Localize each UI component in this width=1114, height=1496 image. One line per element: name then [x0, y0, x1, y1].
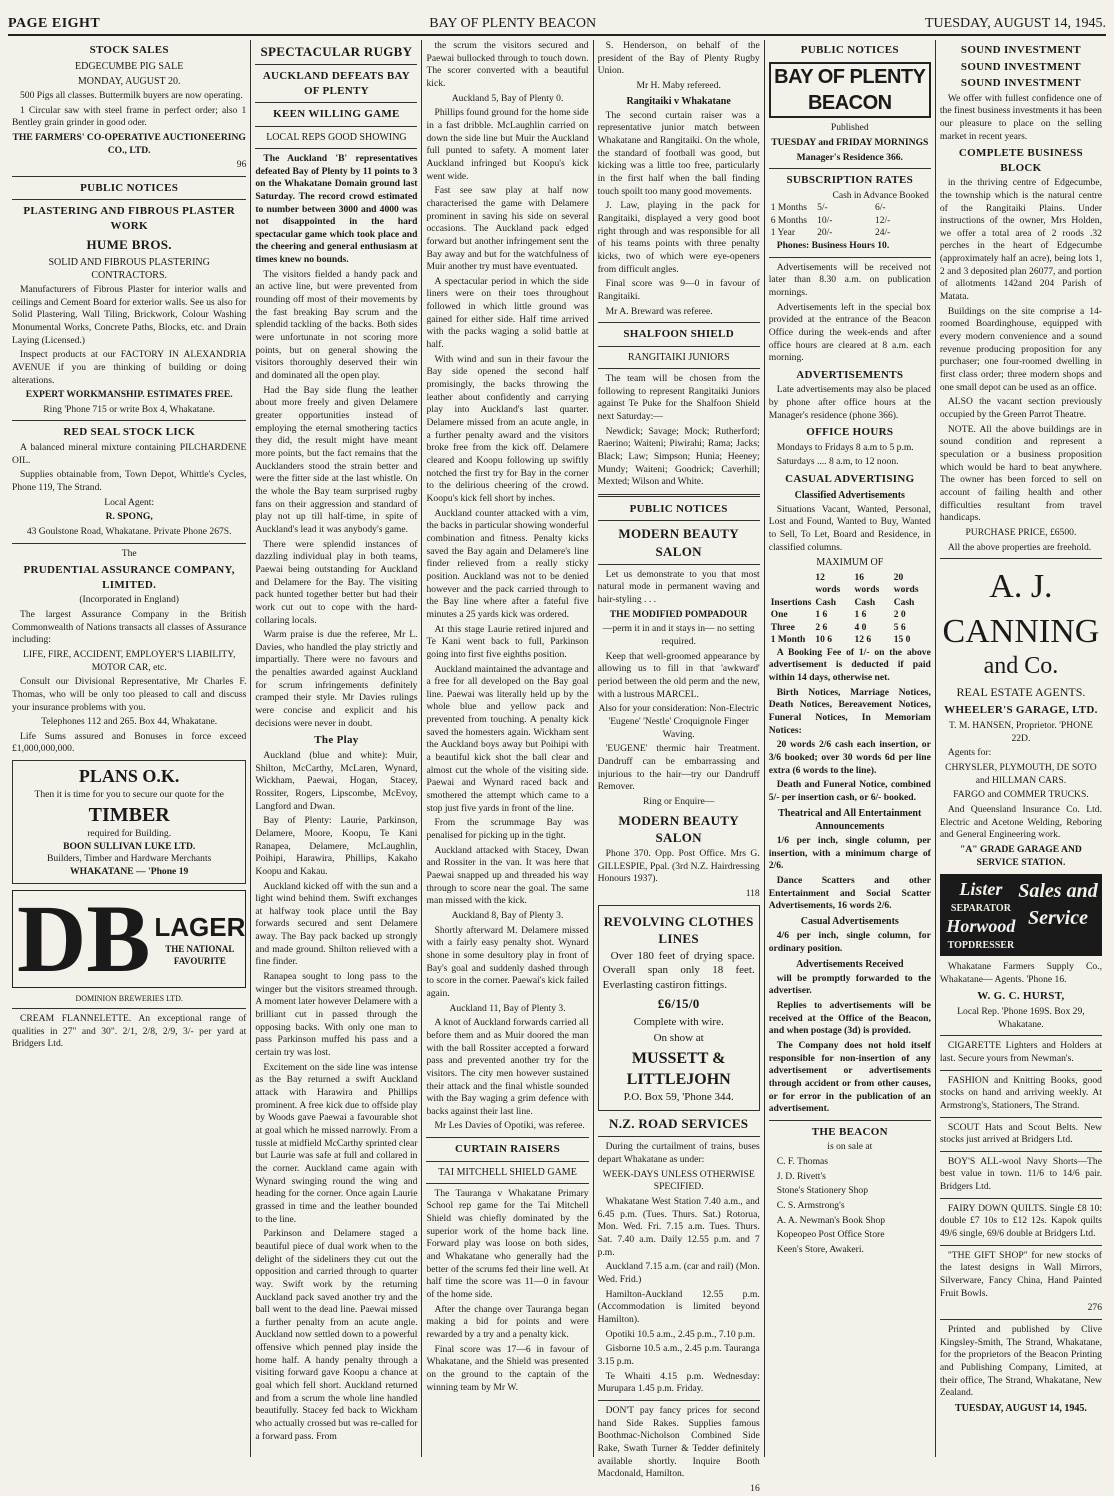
table-header — [769, 572, 814, 597]
article-paragraph: With wind and sun in their favour the Bay side opened the second half promisingly, the backs throwing the leather about confidently and carrying play into Auckland's last quarter. Delamere missed from an acute angle, in a further penalty award and the visitors broke free from the kick off. Delamere cleared and Koopu following up swiftly notched the first try for Bay in the corner to the delirious cheering of the crowd. Koopu's kick fell short by inches. — [426, 353, 589, 504]
table-row — [769, 215, 931, 228]
clothes-line-text: On show at — [653, 1032, 704, 1045]
garage-text: FARGO and COMMER TRUCKS. — [953, 789, 1089, 801]
rugby-subhead: KEEN WILLING GAME — [273, 108, 400, 121]
prudential-text: LIFE, FIRE, ACCIDENT, EMPLOYER'S LIABILITY, MOTOR CAR, etc. — [22, 648, 236, 673]
divider — [426, 1137, 588, 1138]
received-heading: Advertisements Received — [796, 958, 904, 970]
classified-rates-table — [769, 572, 931, 647]
column-3 — [421, 40, 592, 1457]
article-paragraph: Warm praise is due the referee, Mr L. Davies, who handled the play strictly and impartially. There were no favours and the penalties awarded against Auckland for scrum infringements definitely cramped their style. Mr Davies rulings were concise and explicit and his decisions were never in doubt. — [255, 629, 418, 729]
article-paragraph: Bay of Plenty: Laurie, Parkinson, Delamere, Moore, Koopu, Te Kani Ranapea, Delamere, McLaughlin, Poihipi, Harawira, Phillips, Kakaho Koopu and Kakau. — [255, 815, 418, 877]
ad-number: 96 — [236, 159, 247, 171]
beauty-salon-heading: MODERN BEAUTY SALON — [618, 812, 739, 845]
salon-text: Let us demonstrate to you that most natural mode in permanent waving and hair-styling . . . — [597, 568, 760, 606]
article-paragraph: Phillips found ground for the home side in a fast dribble. McLaughlin carried on down the side line but Muir the Auckland full punted to safety. A moment later Auckland infringed but Koopu's kick went wide. — [426, 107, 589, 182]
article-paragraph: Mr A. Breward was referee. — [605, 305, 713, 317]
issue-date: TUESDAY, AUGUST 14, 1945. — [925, 16, 1106, 31]
lister-ad — [940, 874, 1102, 956]
divider — [426, 1183, 588, 1184]
list-item: Kopeopeo Post Office Store — [776, 1229, 885, 1241]
beacon-text: Dance Scatters and other Entertainment and Social Scatter Advertisements, 16 words 2/6. — [768, 875, 931, 912]
table-cell: 10 6 — [815, 635, 833, 646]
table-cell: 20/- — [817, 228, 833, 239]
hurst-text: Whakatane Farmers Supply Co., Whakatane— Agents. 'Phone 16. — [939, 961, 1102, 985]
article-paragraph: Auckland (blue and white): Muir, Shilton, McCarthy, McLaren, Wynard, Wickham, Paewai, Hogan, Stacey, Rossiter, Rogers, Lipscombe, McEvoy, Langford and Dwan. — [255, 749, 418, 812]
list-item: A. A. Newman's Book Shop — [776, 1214, 886, 1226]
beacon-text: 4/6 per inch, single column, for ordinary position. — [768, 930, 931, 954]
road-services-text: WEEK-DAYS UNLESS OTHERWISE SPECIFIED. — [602, 1168, 755, 1193]
table-cell: 2 0 — [893, 610, 906, 621]
db-lager-ad — [12, 884, 246, 992]
column-6 — [935, 40, 1106, 1457]
beacon-text: 20 words 2/6 cash each insertion, or 3/6 booked; over 30 words 6d per line extra (6 words to the line). — [768, 739, 931, 776]
divider — [598, 346, 760, 347]
salon-text: Also for your consideration: Non-Electric 'Eugene' 'Nestle' Croquignole Finger Waving. — [598, 703, 759, 740]
rugby-subhead: AUCKLAND DEFEATS BAY OF PLENTY — [262, 70, 411, 97]
divider — [940, 558, 1102, 559]
lister-word: Lister — [959, 879, 1003, 900]
divider — [940, 1117, 1102, 1118]
article-paragraph: From the scrummage Bay was penalised for picking up in the tight. — [426, 817, 589, 842]
beacon-text: Saturdays .... 8 a.m, to 12 noon. — [776, 456, 899, 468]
beacon-text: Advertisements will be received not later than 8.30 a.m. on publication mornings. — [768, 261, 931, 298]
beacon-title: BAY OF PLENTY BEACON — [769, 62, 931, 119]
beacon-text: TUESDAY and FRIDAY MORNINGS — [771, 136, 929, 148]
red-seal-heading: RED SEAL STOCK LICK — [63, 426, 196, 439]
divider — [598, 322, 760, 323]
hume-text: Ring 'Phone 715 or write Box 4, Whakatane. — [43, 403, 216, 415]
shalfoon-sub: RANGITAIKI JUNIORS — [627, 351, 730, 363]
table-header: 12 words — [815, 572, 841, 596]
db-letters: DB — [17, 884, 151, 992]
table-cell: 1 6 — [815, 610, 828, 621]
investment-text: in the thriving centre of Edgecumbe, the township which is the natural centre of the Rangitaiki Plains. Under instructions of the owner, Mrs Holden, we offer a total area of 2 roods .32 perches in the heart of Edgecumbe (approximately half an acre), being lots 1, 2 and 3 deposited plan 26077, and portion of allotments 142and 204 Parish of Matata. — [939, 177, 1102, 303]
advertisements-heading: ADVERTISEMENTS — [796, 368, 904, 381]
investment-heading: SOUND INVESTMENT — [960, 44, 1081, 56]
article-paragraph: Auckland kicked off with the sun and a light wind behind them. Swift exchanges at halfway took place until the Bay forwards secured and sent Delamere away. The Bay pack backed up strongly and made ground. Shilton relieved with a fine finder. — [255, 880, 418, 968]
divider — [255, 126, 417, 127]
divider — [769, 1120, 931, 1121]
beacon-text: 1/6 per inch, single column, per insertion, with a minimum charge of 2/6. — [768, 835, 931, 872]
article-paragraph: Mr Les Davies of Opotiki, was referee. — [434, 1120, 585, 1132]
business-block-heading: COMPLETE BUSINESS BLOCK — [958, 147, 1083, 174]
salon-text: Ring or Enquire— — [642, 795, 715, 807]
salon-text: Keep that well-groomed appearance by allowing us to fill in that 'awkward' period between the old perm and the new, with a lustrous MARCEL. — [597, 650, 760, 700]
red-seal-text: A balanced mineral mixture containing PILCHARDENE OIL. — [12, 441, 247, 466]
table-cell: 2 6 — [815, 622, 828, 633]
article-paragraph: There were splendid instances of dazzling individual play in both teams, Paewai being outstanding for Auckland and Delamere for the Bay. The visiting pack hunted together better but had their work cut out to cope with the hard-collaring locals. — [255, 538, 418, 626]
table-row — [769, 202, 931, 215]
beacon-text: Replies to advertisements will be received at the Office of the Beacon, and when postage (3d) is provided. — [768, 1000, 931, 1037]
article-paragraph: Auckland attacked with Stacey, Dwan and Rossiter in the van. It was here that Paewai snapped up and threaded his way through to score near the goal. The same man missed with the kick. — [426, 844, 589, 907]
divider — [598, 520, 760, 521]
list-item: J. D. Rivett's — [776, 1170, 826, 1182]
article-paragraph: S. Henderson, on behalf of the president of the Bay of Plenty Rugby Union. — [597, 40, 760, 77]
beacon-text: Phones: Business Hours 10. — [776, 239, 890, 251]
stock-sales-heading: STOCK SALES — [89, 44, 169, 56]
public-notices-heading: PUBLIC NOTICES — [629, 502, 728, 515]
hume-text: Inspect products at our FACTORY IN ALEXANDRIA AVENUE if you are thinking of building or doing alterations. — [12, 349, 247, 386]
timber-text: Then it is time for you to secure our quote for the — [34, 788, 224, 800]
cream-flannelette: CREAM FLANNELETTE. An exceptional range of qualities in 27" and 30". 2/1, 2/8, 2/9, 3/- per yard at Bridgers Ltd. — [12, 1013, 247, 1050]
beacon-text: Late advertisements may also be placed by phone after office hours at the Manager's residence (phone 366). — [768, 384, 931, 421]
ad-number: 118 — [745, 887, 760, 899]
article-paragraph: Auckland counter attacked with a vim, the backs in particular showing wonderful combination and fitness. Penalty kicks saved the Bay again and Delamere's line finder relieved from a really sticky position. Auckland was not to be denied however and the pack carried through to the Bay line where after a fateful five minutes a 25 yards kick was ordered. — [426, 507, 589, 620]
beacon-text: is on sale at — [827, 1141, 873, 1153]
list-item: C. F. Thomas — [776, 1156, 829, 1168]
table-header: Cash — [854, 597, 876, 608]
investment-text: Buildings on the site comprise a 14-roomed Boardinghouse, equipped with every modern convenience and a sound revenue producing proposition for any purchaser; one four-roomed dwelling in first class order; three modern shops and one small depot can be used as an office. — [939, 305, 1102, 393]
score-line: Auckland 11, Bay of Plenty 3. — [449, 1002, 566, 1014]
table-row — [769, 227, 931, 240]
wheelers-garage-heading: WHEELER'S GARAGE, LTD. — [944, 704, 1098, 717]
table-cell: 6/- — [874, 203, 886, 214]
timber-text: Builders, Timber and Hardware Merchants — [46, 853, 212, 865]
column-2 — [250, 40, 421, 1457]
table-cell: 24/- — [874, 228, 891, 239]
imprint-date: TUESDAY, AUGUST 14, 1945. — [954, 1402, 1087, 1414]
salon-text: —perm it in and it stays in— no setting required. — [602, 623, 755, 648]
clothes-line-text: P.O. Box 59, 'Phone 344. — [623, 1090, 734, 1103]
timber-phone: WHAKATANE — 'Phone 19 — [70, 865, 189, 877]
classified-ad: SCOUT Hats and Scout Belts. New stocks just arrived at Bridgers Ltd. — [939, 1121, 1102, 1146]
article-paragraph: A spectacular period in which the side liners were on their toes throughout followed in which little ground was gained for either side. Half time arrived with the packs waging a solid battle at half. — [426, 275, 589, 351]
table-cell: 1 Months — [770, 203, 807, 214]
seller-list — [769, 1156, 931, 1257]
article-paragraph: The team will be chosen from the following to represent Rangitaiki Juniors against Te Puke for the Shalfoon Shield next Saturday:— — [597, 373, 760, 422]
casual-heading: Casual Advertisements — [800, 916, 899, 928]
table-row — [769, 609, 931, 622]
red-seal-text: Local Agent: — [104, 496, 155, 508]
hume-text: Manufacturers of Fibrous Plaster for interior walls and ceilings and Cement Board for exterior walls. See us also for Solid Plastering, Wall Tiling, Brickwork, Colour Washing Monumental Works, Concrete Paths, Blocks, etc. and Drain Laying (Licensed.) — [12, 283, 247, 346]
divider — [598, 1400, 760, 1401]
divider — [940, 1198, 1102, 1199]
table-cell: 5/- — [817, 203, 828, 214]
table-row — [769, 622, 931, 635]
divider — [598, 1136, 760, 1137]
beacon-text: Advertisements left in the special box provided at the entrance of the Beacon Office during the week-ends and after office hours are cleared at 8 a.m. each morning. — [768, 301, 931, 364]
rugby-lead: The Auckland 'B' representatives defeated Bay of Plenty by 11 points to 3 on the Whakatane Domain ground last Saturday. The record crowd estimated to number between 3000 and 4000 was not disappointed in the hard spectacular game which took place and the cheering and general enthusiasm at times knew no bounds. — [255, 152, 418, 266]
table-cell: 1 Month — [770, 635, 806, 646]
timber-ad — [12, 760, 246, 883]
divider — [12, 1008, 246, 1009]
red-seal-text: R. SPONG, — [105, 511, 153, 523]
table-header: Cash — [893, 597, 915, 608]
road-services-text: Gisborne 10.5 a.m., 2.45 p.m. Tauranga 3.15 p.m. — [597, 1343, 760, 1367]
article-paragraph: the scrum the visitors secured and Paewai bullocked through to touch down. The scorer converted with a beautiful kick. — [426, 40, 589, 89]
mussett-littlejohn: MUSSETT & LITTLEJOHN — [626, 1049, 731, 1088]
prudential-heading: PRUDENTIAL ASSURANCE COMPANY, LIMITED. — [23, 564, 235, 591]
table-cell: 1 Year — [770, 228, 796, 239]
road-services-text: Auckland 7.15 a.m. (car and rail) (Mon. Wed. Frid.) — [597, 1261, 760, 1285]
prudential-text: Life Sums assured and Bonuses in force exceed £1,000,000,000. — [12, 730, 247, 755]
masthead — [8, 4, 1106, 36]
article-paragraph: Parkinson and Delamere staged a beautiful piece of dual work when to the delight of the sideliners they cut out the opposition and carried through to quarter way. Swift work by the returning Auckland pack saved another try and the ball went to the dead line. Paewai missed a further penalty from an acute angle. Auckland now settled down to a powerful offensive which penned play inside the home half. A handy penalty through a visiting forward gave Koopu a chance at goal which fell short. Auckland returned and from a scrum the whole line handled beautifully. Stacey fed back to Wickham who actually crossed but was re-called for a forward pass. From — [255, 1228, 418, 1442]
sales-service: Sales and Service — [1018, 880, 1098, 929]
horwood-word: Horwood — [946, 916, 1016, 937]
table-header: 16 words — [854, 572, 880, 596]
divider — [769, 168, 931, 169]
curtain-raisers-heading: CURTAIN RAISERS — [455, 1143, 561, 1156]
divider — [255, 148, 417, 149]
rugby-subhead: LOCAL REPS GOOD SHOWING — [266, 131, 407, 143]
table-cell: 15 0 — [893, 635, 911, 646]
investment-heading: SOUND INVESTMENT — [960, 77, 1081, 90]
subscription-heading: SUBSCRIPTION RATES — [786, 174, 914, 187]
prudential-text: The largest Assurance Company in the British Commonwealth of Nations transacts all classes of Assurance including: — [12, 608, 247, 646]
red-seal-text: 43 Goulstone Road, Whakatane. Private Phone 267S. — [26, 525, 232, 537]
beacon-text: Mondays to Fridays 8 a.m to 5 p.m. — [776, 441, 914, 453]
article-paragraph: At this stage Laurie retired injured and Te Kani went back to full, Parkinson going into first five eighths position. — [426, 623, 589, 660]
article-paragraph: Fast see saw play at half now characterised the game with Delamere prominent in saving his side on several occasions. The Auckland pack edged forward but another infringement sent the Bay away and but for the watchfulness of Muir another try must have eventuated. — [426, 185, 589, 273]
article-paragraph: After the change over Tauranga began making a bid for points and were rewarded by a try and a penalty kick. — [426, 1303, 589, 1341]
pig-sale-date: MONDAY, AUGUST 20. — [77, 75, 181, 87]
divider — [940, 1245, 1102, 1246]
pig-sale-heading: EDGECUMBE PIG SALE — [75, 60, 184, 72]
article-paragraph: Ranapea sought to long pass to the winger but the visitors streamed through. A moment later however Delamere with a brilliant cut in passed through the opposing backs. With only one man to pass Parkinson muffed his pass and a certain try was lost. — [255, 971, 418, 1059]
score-line: Auckland 5, Bay of Plenty 0. — [451, 92, 564, 104]
column-1 — [8, 40, 250, 1457]
topdresser-word: TOPDRESSER — [947, 939, 1015, 951]
classified-ad: FAIRY DOWN QUILTS. Single £8 10: double £7 10s to £12 12s. Kapok quilts 49/6 single, 69/6 double at Bridgers Ltd. — [939, 1202, 1102, 1240]
beacon-text: Manager's Residence 366. — [796, 151, 903, 163]
prudential-text: Consult our Divisional Representative, Mr Charles F. Thomas, who will be only too pleased to call and discuss your insurance problems with you. — [12, 676, 247, 713]
classified-ad: FASHION and Knitting Books, good stocks on hand and arriving weekly. At Armstrong's, Stationers, The Strand. — [939, 1074, 1102, 1111]
timber-text: required for Building. — [87, 827, 172, 839]
clothes-line-price: £6/15/0 — [657, 996, 700, 1012]
divider — [940, 1035, 1102, 1036]
article-paragraph: The second curtain raiser was a representative junior match between Whakatane and Rangitaiki. On the whole, the standard of football was good, but kicking was a little too free, particularly in the first half when the ball finding touch spoilt too many good movements. — [597, 109, 760, 197]
salon-text: THE MODIFIED POMPADOUR — [609, 608, 748, 620]
separator-word: SEPARATOR — [950, 902, 1011, 914]
investment-text: ALSO the vacant section previously occupied by the Green Parrot Theatre. — [939, 396, 1102, 421]
stock-text: 500 Pigs all classes. Buttermilk buyers are now operating. — [20, 89, 243, 101]
list-item: Stone's Stationery Shop — [776, 1185, 869, 1197]
column-4 — [593, 40, 764, 1494]
classified-heading: Classified Advertisements — [794, 489, 905, 501]
plastering-heading: PLASTERING AND FIBROUS PLASTER WORK — [23, 205, 235, 232]
list-item: C. S. Armstrong's — [776, 1200, 845, 1212]
table-header — [769, 190, 815, 203]
prudential-the: The — [121, 547, 137, 559]
rugby-headline: SPECTACULAR RUGBY — [260, 44, 413, 59]
article-paragraph: Shortly afterward M. Delamere missed with a fairly easy penalty shot. Wynard shone in some desultory play in front of Bay's goal and suddenly dashed through to score in the corner. Paewai's kick failed again. — [426, 924, 589, 999]
prudential-text: Telephones 112 and 265. Box 44, Whakatane. — [41, 716, 218, 728]
divider — [598, 564, 760, 565]
article-paragraph: J. Law, playing in the pack for Rangitaiki, displayed a very good boot right through and was responsible for all of his teams points with three penalty kicks, two of which were eye-openers from difficult angles. — [597, 200, 760, 275]
divider — [940, 1070, 1102, 1071]
divider — [12, 420, 246, 421]
clothes-line-heading: REVOLVING CLOTHES LINES — [603, 913, 754, 946]
ad-number: 16 — [750, 1482, 760, 1494]
divider — [426, 1161, 588, 1162]
theatrical-heading: Theatrical and All Entertainment Announcements — [778, 807, 922, 832]
classified-ad: BOY'S ALL-wool Navy Shorts—The best value in town. 11/6 to 14/6 pair. Bridgers Ltd. — [939, 1155, 1102, 1193]
article-paragraph: The visitors fielded a handy pack and an active line, but were prevented from rounding off most of their movements by the fast breaking Bay scrum and the splendid tackling of the backs. Both sides were unfortunate in not scoring more points, but on general showing the visitors thoroughly deserved their win and dominated all the open play. — [255, 268, 418, 382]
divider — [12, 199, 246, 200]
table-cell: 12/- — [874, 215, 891, 226]
beacon-text: Birth Notices, Marriage Notices, Death Notices, Bereavement Notices, Funeral Notices, In Memoriam Notices: — [768, 686, 931, 736]
hurst-heading: W. G. C. HURST, — [977, 990, 1065, 1003]
divider — [12, 543, 246, 544]
article-paragraph: Final score was 9—0 in favour of Rangitaiki. — [597, 278, 760, 302]
clothes-line-ad — [598, 905, 760, 1112]
table-row — [769, 634, 931, 647]
score-line: Auckland 8, Bay of Plenty 3. — [451, 909, 564, 921]
plans-ok: PLANS O.K. — [78, 766, 180, 787]
nz-road-services-heading: N.Z. ROAD SERVICES — [609, 1116, 749, 1132]
garage-text: "A" GRADE GARAGE AND SERVICE STATION. — [960, 843, 1082, 868]
side-rakes-ad: DON'T pay fancy prices for second hand Side Rakes. Supplies famous Boothmac-Nicholson Combined Side Rake, Swath Turner & Tedder definitely available shortly. Inquire Booth Macdonald, Hamilton. — [597, 1404, 760, 1480]
divider — [598, 494, 760, 497]
red-seal-text: Supplies obtainable from, Town Depot, Whittle's Cycles, Phone 119, The Strand. — [12, 469, 247, 493]
paper-title: BAY OF PLENTY BEACON — [429, 16, 597, 31]
maximum-heading: MAXIMUM OF — [816, 557, 884, 569]
divider — [598, 368, 760, 369]
boon-sullivan: BOON SULLIVAN LUKE LTD. — [63, 840, 196, 852]
article-paragraph: The Tauranga v Whakatane Primary School rep game for the Tai Mitchell Shield was chiefly dominated by the superior work of the home back line. Forward play was loose on both sides, and Whakatane who generally had the better of the scrums fed their line well. At half time the score was 11—0 in favour of the home side. — [426, 1187, 589, 1301]
beacon-text: Published — [830, 122, 869, 134]
article-paragraph: Newdick; Savage; Mock; Rutherford; Raerino; Waiteni; Piwirahi; Rama; Jacks; Black; Law; Simpson; Hunia; Heeney; Mundy; Waiteni; Goodrick; Caverhill; Mexted; Wilson and White. — [597, 425, 760, 488]
garage-text: Agents for: — [947, 747, 992, 759]
garage-text: CHRYSLER, PLYMOUTH, DE SOTO and HILLMAN CARS. — [945, 761, 1097, 786]
road-services-text: Te Whaiti 4.15 p.m. Wednesday: Murupara 1.45 p.m. Friday. — [597, 1370, 760, 1395]
tai-mitchell-heading: TAI MITCHELL SHIELD GAME — [438, 1166, 577, 1178]
canning-logo: A. J. CANNING — [942, 568, 1100, 651]
lister-brand — [944, 878, 1018, 952]
ad-number: 276 — [1087, 1302, 1102, 1314]
divider — [255, 64, 417, 65]
page-columns — [8, 40, 1106, 1494]
table-cell: 6 Months — [770, 215, 807, 226]
hume-bros-heading: HUME BROS. — [86, 237, 172, 253]
investment-heading: SOUND INVESTMENT — [960, 60, 1081, 73]
investment-text: All the above properties are freehold. — [947, 541, 1092, 553]
article-paragraph: Mr H. Maby refereed. — [636, 79, 721, 91]
garage-text: T. M. HANSEN, Proprietor. 'PHONE 22D. — [948, 720, 1093, 744]
article-paragraph: Auckland maintained the advantage and a free for all developed on the Bay goal line. Paewai was literally held up by the whole blue and yellow pack and prevented from touching. A penalty kick saved the homesters again. Wickham sent the Auckland boys away but Poihipi with a beautiful kick shot the ball clear and almost cut the whole of the visiting side. Paewai and Wynard raced back and smothered the attempt which came to a stop just five yards in front of the line. — [426, 663, 589, 814]
divider — [255, 102, 417, 103]
table-cell: 1 6 — [854, 610, 867, 621]
timber-word: TIMBER — [88, 803, 170, 826]
beacon-text: A Booking Fee of 1/- on the above advertisement is deducted if paid within 14 days, otherwise net. — [768, 646, 931, 684]
table-header: Cash in Advance Booked — [832, 190, 929, 201]
public-notices-heading: PUBLIC NOTICES — [800, 44, 899, 56]
real-estate-agents: REAL ESTATE AGENTS. — [956, 684, 1086, 699]
article-paragraph: A knot of Auckland forwards carried all before them and as Muir doored the man with the ball Rossiter accepted a forward pass and prevented another try for the visitors. The city men however sustained their attack and the final whistle sounded with the Bay waging a grim defence with backs against their last line. — [426, 1017, 589, 1117]
classified-ad: CIGARETTE Lighters and Holders at last. Secure yours from Newman's. — [939, 1040, 1102, 1064]
hume-text: EXPERT WORKMANSHIP. ESTIMATES FREE. — [25, 389, 233, 401]
the-beacon-heading: THE BEACON — [811, 1125, 888, 1138]
divider — [769, 257, 931, 258]
office-hours-heading: OFFICE HOURS — [806, 426, 894, 439]
road-services-text: Opotiki 10.5 a.m., 2.45 p.m., 7.10 p.m. — [605, 1328, 756, 1340]
db-national: THE NATIONAL FAVOURITE — [165, 943, 235, 966]
road-services-text: Whakatane West Station 7.40 a.m., and 6.45 p.m. (Tues. Thurs. Sat.) Rotorua, Mon. Wed. Fri. 7.15 a.m. Tues. Thurs. Sat. 7.40 a.m. Daily 12.55 p.m. and 7 p.m. — [597, 1196, 760, 1258]
classified-ad: "THE GIFT SHOP" for new stocks of the latest designs in Wall Mirrors, Silverware, Fancy China, Hand Painted Fruit Bowls. — [939, 1249, 1102, 1299]
divider — [940, 1319, 1102, 1320]
table-header: 20 words — [893, 572, 919, 596]
salon-text: 'EUGENE' thermic hair Treatment. Dandruff can be embarrassing and injurious to the hair—try our Dandruff Remover. — [597, 743, 760, 793]
investment-text: NOTE. All the above buildings are in sound condition and represent a speculation or a business proposition which would be hard to beat anywhere. The owner has been forced to sell on account of failing health and other difficulties resultant from travel handicaps. — [939, 423, 1102, 524]
divider — [12, 176, 246, 177]
list-item: Keen's Store, Awakeri. — [776, 1244, 864, 1256]
db-lager-word: LAGER — [154, 911, 246, 942]
article-paragraph: Excitement on the side line was intense as the Bay returned a swift Auckland attack with Harawira and Phillips prominent. A free kick due to offside play by Woods gave Paewai a favourable shot at goal which he missed narrowly. From a tussle at midfield McCarthy sprinted clear but Laurie was safe at full and collared in the corner. Auckland came again with Wynard swinging round the wing and heading for the corner. Once again Laurie grassed in time and the leather bounded to the line. — [255, 1061, 418, 1225]
farmers-coop: THE FARMERS' CO-OPERATIVE AUCTIONEERING CO., LTD. — [12, 131, 246, 156]
beauty-salon-heading: MODERN BEAUTY SALON — [618, 526, 739, 559]
article-paragraph: Had the Bay side flung the leather about more freely and given Delamere greater opportunities instead of employing the eternal smothering tactics they did, the result might have meant more points, but the fact remains that the Aucklanders stood the strain better and were the fitter side at the last whistle. On the whole the Bay team surprised rugby fans on their aggression and standard of play not up till half-time, in spite of Auckland's lead it was anybody's game. — [255, 384, 418, 535]
rangitaiki-heading: Rangitaiki v Whakatane — [626, 95, 731, 107]
table-cell: 4 0 — [854, 622, 867, 633]
beacon-text: The Company does not hold itself responsible for non-insertion of any advertisement or advertisements through accident or from other causes, or for error in the publication of an advertisement. — [768, 1039, 931, 1115]
table-cell: 5 6 — [893, 622, 906, 633]
table-cell: 12 6 — [854, 635, 872, 646]
casual-advertising-heading: CASUAL ADVERTISING — [785, 473, 915, 486]
clothes-line-text: Complete with wire. — [633, 1015, 724, 1028]
page-number: PAGE EIGHT — [8, 16, 101, 31]
road-services-text: During the curtailment of trains, buses depart Whakatane as under: — [597, 1141, 760, 1166]
purchase-price: PURCHASE PRICE, £6500. — [965, 526, 1077, 538]
table-cell: One — [770, 610, 788, 621]
prudential-text: (Incorporated in England) — [79, 594, 179, 606]
subscription-table — [769, 190, 931, 240]
the-play-heading: The Play — [314, 734, 359, 747]
beacon-text: Death and Funeral Notice, combined 5/- per insertion cash, or 6/- booked. — [768, 779, 931, 804]
table-cell: Three — [770, 622, 795, 633]
canning-and-co: and Co. — [983, 652, 1059, 679]
beacon-text: will be promptly forwarded to the advertiser. — [768, 972, 931, 997]
public-notices-heading: PUBLIC NOTICES — [80, 181, 179, 194]
garage-text: And Queensland Insurance Co. Ltd. Electric and Acetone Welding, Reboring and General Engineering work. — [939, 803, 1102, 841]
divider — [940, 1151, 1102, 1152]
table-cell: 10/- — [817, 215, 833, 226]
column-5 — [764, 40, 935, 1457]
hurst-text: Local Rep. 'Phone 169S. Box 29, Whakatane. — [957, 1005, 1085, 1030]
clothes-line-text: Over 180 feet of drying space. Overall span only 18 feet. Everlasting castiron fittings. — [602, 949, 755, 991]
db-brewery: DOMINION BREWERIES LTD. — [75, 993, 183, 1003]
hume-sub: SOLID AND FIBROUS PLASTERING CONTRACTORS. — [48, 256, 210, 281]
table-header: Cash — [815, 597, 836, 608]
stock-text: 1 Circular saw with steel frame in perfect order; also 1 Bentley grain grinder in good oder. — [12, 104, 247, 129]
shalfoon-heading: SHALFOON SHIELD — [623, 328, 734, 341]
imprint: Printed and published by Clive Kingsley-Smith, The Strand, Whakatane, for the proprietors of the Beacon Printing and Publishing Company, Limited, at their office, The Strand, Whakatane, New Zealand. — [939, 1324, 1102, 1399]
road-services-text: Hamilton-Auckland 12.55 p.m. (Accommodation is limited beyond Hamilton). — [597, 1288, 760, 1325]
table-header: Insertions — [770, 597, 812, 608]
investment-text: We offer with fullest confidence one of the finest business investments it has been our pleasure to place on the selling market in recent years. — [939, 92, 1102, 142]
beacon-text: Situations Vacant, Wanted, Personal, Lost and Found, Wanted to Buy, Wanted to Sell, To Let, Board and Residence, in classified columns. — [768, 503, 931, 553]
article-paragraph: Final score was 17—6 in favour of Whakatane, and the Shield was presented on the ground to the captain of the winning team by Mr W. — [426, 1343, 589, 1393]
salon-text: Phone 370. Opp. Post Office. Mrs G. GILLESPIE, Ppal. (3rd N.Z. Hairdressing Honours 1937). — [597, 847, 760, 885]
